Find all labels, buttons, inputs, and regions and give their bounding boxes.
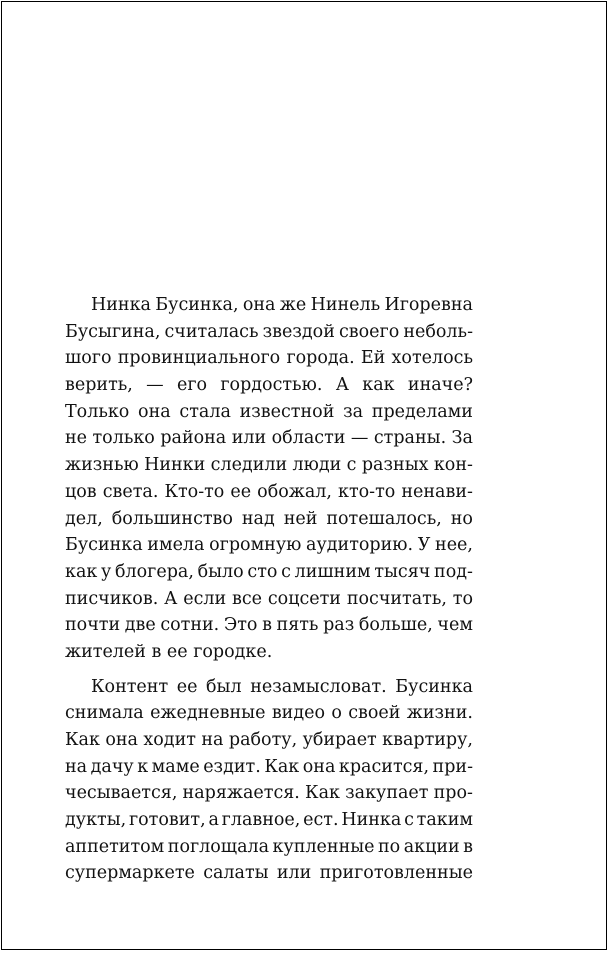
word: ест. xyxy=(303,810,339,831)
word: Нинки xyxy=(144,455,206,476)
word: района xyxy=(160,428,227,449)
word: провинциального xyxy=(117,348,281,369)
word: обожал, xyxy=(257,481,332,502)
word: салаты xyxy=(203,863,269,884)
word: Нинка xyxy=(341,810,402,831)
word: жизнью xyxy=(65,455,139,476)
word: с xyxy=(281,561,291,582)
word: неболь- xyxy=(403,321,473,342)
word: верить, xyxy=(65,375,133,396)
word: цов xyxy=(65,481,97,502)
text-line xyxy=(65,780,473,807)
text-line xyxy=(65,506,473,533)
text-line xyxy=(65,700,473,727)
word: ее xyxy=(176,676,198,697)
word: с xyxy=(346,455,357,476)
word: огромную xyxy=(209,535,302,556)
word: убирает xyxy=(302,730,377,750)
paragraph-1 xyxy=(65,292,473,666)
word: люди xyxy=(292,455,342,476)
word: у xyxy=(101,561,112,582)
word: она xyxy=(242,295,276,315)
text-line xyxy=(65,425,473,452)
word: таким xyxy=(416,810,473,831)
word: — xyxy=(146,375,164,396)
word: Контент xyxy=(91,676,169,697)
word: ненави- xyxy=(401,481,473,502)
word: под- xyxy=(434,561,473,582)
word: или xyxy=(231,428,267,449)
text-line xyxy=(65,612,473,639)
word: Бусинка xyxy=(395,676,473,697)
word: дукты, xyxy=(65,810,127,831)
word: был xyxy=(206,676,242,697)
word: она xyxy=(105,730,138,750)
word: она xyxy=(302,756,336,777)
word: Это xyxy=(223,615,258,636)
word: к xyxy=(137,756,149,777)
text-line xyxy=(65,319,473,346)
word: считалась xyxy=(164,321,259,342)
word: У xyxy=(417,535,431,556)
word: ежедневные xyxy=(150,703,266,724)
word: блогера, xyxy=(114,561,194,582)
text-line xyxy=(65,452,473,479)
word: лишним xyxy=(294,561,371,582)
word: незамысловат. xyxy=(250,676,387,697)
word: поглощала xyxy=(167,836,270,857)
word: готовит, xyxy=(128,810,206,831)
word: Как xyxy=(264,756,300,777)
word: снимала xyxy=(65,703,144,724)
word: сотни. xyxy=(160,615,220,636)
word: маме xyxy=(151,756,200,777)
word: Нинка xyxy=(91,295,151,315)
word: квартиру, xyxy=(382,730,473,750)
word: Бусинка, xyxy=(155,295,239,315)
word: звездой xyxy=(262,321,335,342)
word: она xyxy=(138,401,171,422)
word: при- xyxy=(432,756,473,777)
word: — xyxy=(350,428,369,449)
word: писчиков. xyxy=(65,588,159,609)
word: стала xyxy=(179,401,231,422)
word: с xyxy=(404,810,414,831)
word: раз xyxy=(323,615,355,636)
word: Бусыгина, xyxy=(65,321,161,342)
word: Как xyxy=(65,730,100,750)
word: над xyxy=(241,508,275,529)
word: чем xyxy=(437,615,473,636)
word: аудиторию. xyxy=(306,535,414,556)
word: в xyxy=(262,615,272,636)
text-line xyxy=(65,727,473,754)
word: больше, xyxy=(358,615,433,636)
word: дел, xyxy=(65,508,103,529)
word: своего xyxy=(338,321,400,342)
word: чесывается, xyxy=(65,783,178,804)
word: ездит. xyxy=(203,756,261,777)
word: как xyxy=(65,561,98,582)
word: своей xyxy=(348,703,401,724)
word: ее xyxy=(230,481,252,502)
word: по xyxy=(378,836,401,857)
word: наряжается. xyxy=(182,783,300,804)
word: акции xyxy=(403,836,460,857)
word: За xyxy=(451,428,473,449)
text-line xyxy=(65,860,473,887)
word: соцсети xyxy=(267,588,341,609)
word: закупает xyxy=(345,783,429,804)
text-line xyxy=(65,479,473,506)
word: посчитать, xyxy=(346,588,447,609)
word: видео xyxy=(271,703,325,724)
text-line xyxy=(65,807,473,834)
word: две xyxy=(124,615,156,636)
text-line xyxy=(65,754,473,781)
word: не xyxy=(65,428,88,449)
word: шого xyxy=(65,348,112,369)
word: иначе? xyxy=(407,375,473,396)
text-line xyxy=(65,674,473,701)
word: работу, xyxy=(228,730,298,750)
word: города. xyxy=(286,348,355,369)
word: на xyxy=(201,730,224,750)
word: красится, xyxy=(338,756,430,777)
word: потешалось, xyxy=(326,508,442,529)
word: хотелось xyxy=(391,348,473,369)
word: тысяч xyxy=(374,561,431,582)
word: купленные xyxy=(272,836,375,857)
word: приготовленные xyxy=(319,863,473,884)
word: как xyxy=(362,375,395,396)
word: дачу xyxy=(90,756,134,777)
paragraph-spacer xyxy=(65,666,473,674)
word: сто xyxy=(247,561,278,582)
word: области xyxy=(271,428,346,449)
word: пределами xyxy=(371,401,473,422)
word: про- xyxy=(433,783,473,804)
word: Кто-то xyxy=(164,481,225,502)
word: А xyxy=(335,375,349,396)
word: Игоревна xyxy=(384,295,473,315)
word: разных xyxy=(361,455,429,476)
word: главное, xyxy=(221,810,301,831)
word: все xyxy=(232,588,263,609)
text-line: жителей в ее городке. xyxy=(65,641,273,662)
word: нее, xyxy=(435,535,473,556)
word: гордостью. xyxy=(220,375,323,396)
word: же xyxy=(279,295,307,315)
page-text xyxy=(65,292,473,887)
word: было xyxy=(197,561,244,582)
word: кон- xyxy=(433,455,473,476)
text-line xyxy=(65,399,473,426)
word: ней xyxy=(283,508,318,529)
word: то xyxy=(452,588,473,609)
word: следили xyxy=(210,455,288,476)
paragraph-2 xyxy=(65,674,473,888)
word: супермаркете xyxy=(65,863,195,884)
text-line xyxy=(65,532,473,559)
word: если xyxy=(183,588,227,609)
word: на xyxy=(65,756,88,777)
word: но xyxy=(450,508,473,529)
word: о xyxy=(331,703,342,724)
word: Только xyxy=(65,401,130,422)
word: а xyxy=(208,810,219,831)
word: Как xyxy=(305,783,340,804)
word: А xyxy=(164,588,178,609)
word: ходит xyxy=(143,730,196,750)
word: почти xyxy=(65,615,121,636)
text-line xyxy=(65,834,473,861)
book-page xyxy=(1,1,607,950)
word: страны. xyxy=(373,428,447,449)
text-line xyxy=(65,559,473,586)
word: его xyxy=(176,375,208,396)
text-line xyxy=(65,586,473,613)
word: пять xyxy=(276,615,319,636)
word: света. xyxy=(102,481,159,502)
word: кто-то xyxy=(338,481,396,502)
word: Бусинка xyxy=(65,535,143,556)
word: Ей xyxy=(360,348,386,369)
word: аппетитом xyxy=(65,836,165,857)
word: имела xyxy=(147,535,205,556)
word: Нинель xyxy=(310,295,381,315)
word: жизни. xyxy=(406,703,473,724)
word: в xyxy=(463,836,473,857)
word: только xyxy=(92,428,155,449)
word: большинство xyxy=(111,508,233,529)
word: за xyxy=(343,401,364,422)
text-line xyxy=(65,292,473,319)
word: известной xyxy=(239,401,335,422)
text-line xyxy=(65,345,473,372)
word: или xyxy=(276,863,312,884)
text-line xyxy=(65,372,473,399)
